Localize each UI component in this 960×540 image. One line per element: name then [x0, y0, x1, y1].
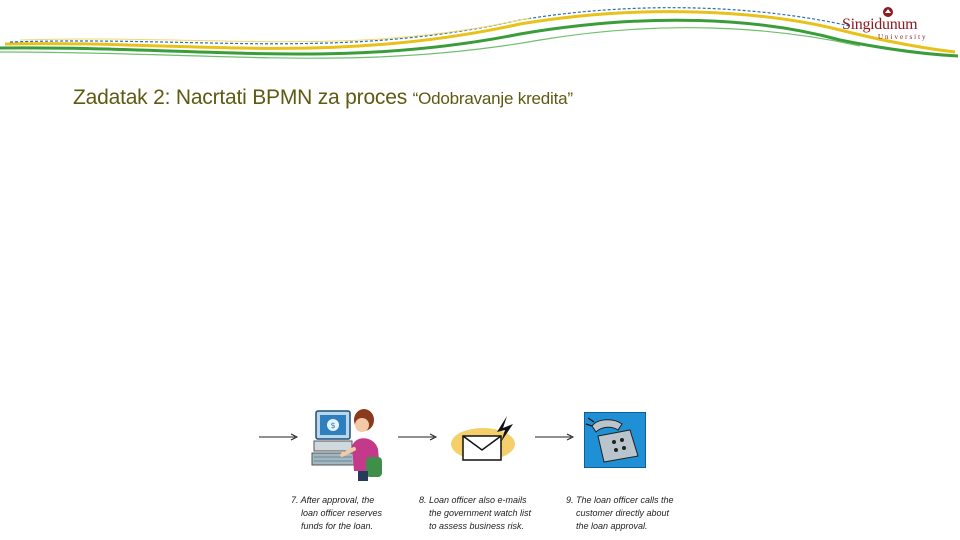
caption-line: 8. Loan officer also e-mails: [419, 495, 527, 505]
person-at-computer-icon: [308, 405, 388, 485]
caption-line: funds for the loan.: [301, 521, 374, 531]
flow-arrow: [535, 432, 575, 442]
university-logo: [842, 6, 934, 40]
caption-line: customer directly about: [576, 508, 670, 518]
caption-line: to assess business risk.: [429, 521, 525, 531]
logo-name: Singidunum: [842, 16, 918, 33]
step-caption: [566, 494, 674, 533]
telephone-icon: [584, 412, 646, 468]
caption-line: the loan approval.: [576, 521, 648, 531]
logo-subtitle: University: [878, 33, 928, 41]
caption-line: the government watch list: [429, 508, 532, 518]
caption-line: 7. After approval, the: [291, 495, 375, 505]
title-main: Zadatak 2: Nacrtati BPMN za proces: [73, 86, 413, 109]
caption-line: 9. The loan officer calls the: [566, 495, 674, 505]
slide-title: [73, 86, 573, 110]
header-swoosh-decoration: [0, 0, 960, 70]
email-envelope-icon: [449, 414, 521, 466]
flow-arrow: [259, 432, 299, 442]
svg-text:$: $: [330, 421, 336, 430]
caption-line: loan officer reserves: [301, 508, 383, 518]
title-quoted: “Odobravanje kredita”: [412, 89, 573, 108]
flow-arrow: [398, 432, 438, 442]
step-caption: [291, 494, 382, 533]
step-caption: [419, 494, 531, 533]
